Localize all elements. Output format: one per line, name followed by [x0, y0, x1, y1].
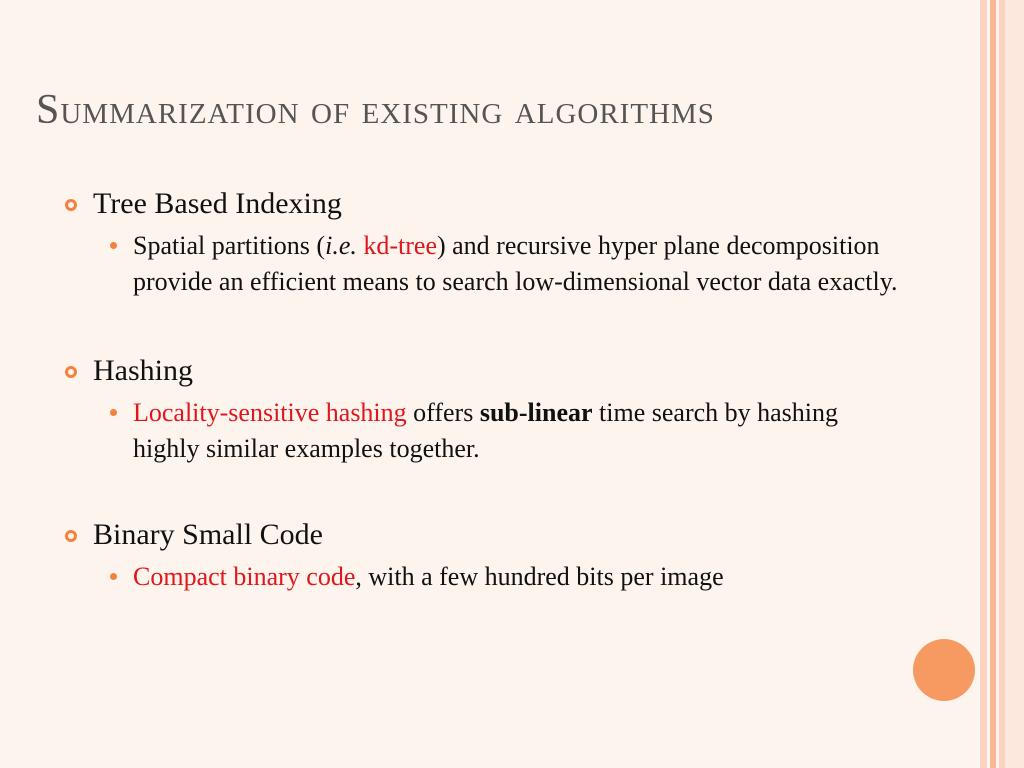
- bullet-text: time search by hashing highly similar examples together.: [133, 398, 839, 463]
- bullet-text: ) and recursive hyper plane decomposition provide an efficient means to search low-dimensional vector data exactly.: [133, 231, 898, 296]
- section-heading: Tree Based Indexing: [93, 187, 342, 220]
- spacer: [60, 300, 900, 353]
- decor-stripe: [980, 0, 987, 768]
- spacer: [60, 467, 900, 517]
- slide-content: [60, 186, 900, 595]
- dot-bullet-icon: [110, 242, 117, 249]
- bullet-text: Spatial partitions (: [133, 231, 326, 260]
- section-heading: Binary Small Code: [93, 518, 323, 551]
- slide-title: Summarization of existing algorithms: [36, 87, 715, 133]
- ring-bullet-icon: [65, 199, 77, 211]
- section-tree-based-indexing: [60, 186, 900, 222]
- dot-bullet-icon: [110, 409, 117, 416]
- ie-abbrev: i.e.: [325, 231, 357, 260]
- compact-code-highlight: Compact binary code: [133, 562, 356, 591]
- bullet-text: , with a few hundred bits per image: [355, 562, 724, 591]
- orange-circle-icon: [913, 639, 975, 701]
- lsh-highlight: Locality-sensitive hashing: [133, 398, 407, 427]
- bullet-compact-binary-code: [60, 559, 900, 595]
- section-hashing: [60, 353, 900, 389]
- section-heading: Hashing: [93, 354, 193, 387]
- dot-bullet-icon: [110, 573, 117, 580]
- bullet-text: offers: [406, 398, 480, 427]
- ring-bullet-icon: [65, 366, 77, 378]
- bullet-lsh: [60, 395, 900, 467]
- ring-bullet-icon: [65, 530, 77, 542]
- sub-linear-bold: sub-linear: [479, 398, 593, 427]
- section-binary-small-code: [60, 517, 900, 553]
- decor-stripe: [1005, 0, 1024, 768]
- bullet-spatial-partitions: [60, 228, 900, 300]
- kd-tree-highlight: kd-tree: [363, 231, 437, 260]
